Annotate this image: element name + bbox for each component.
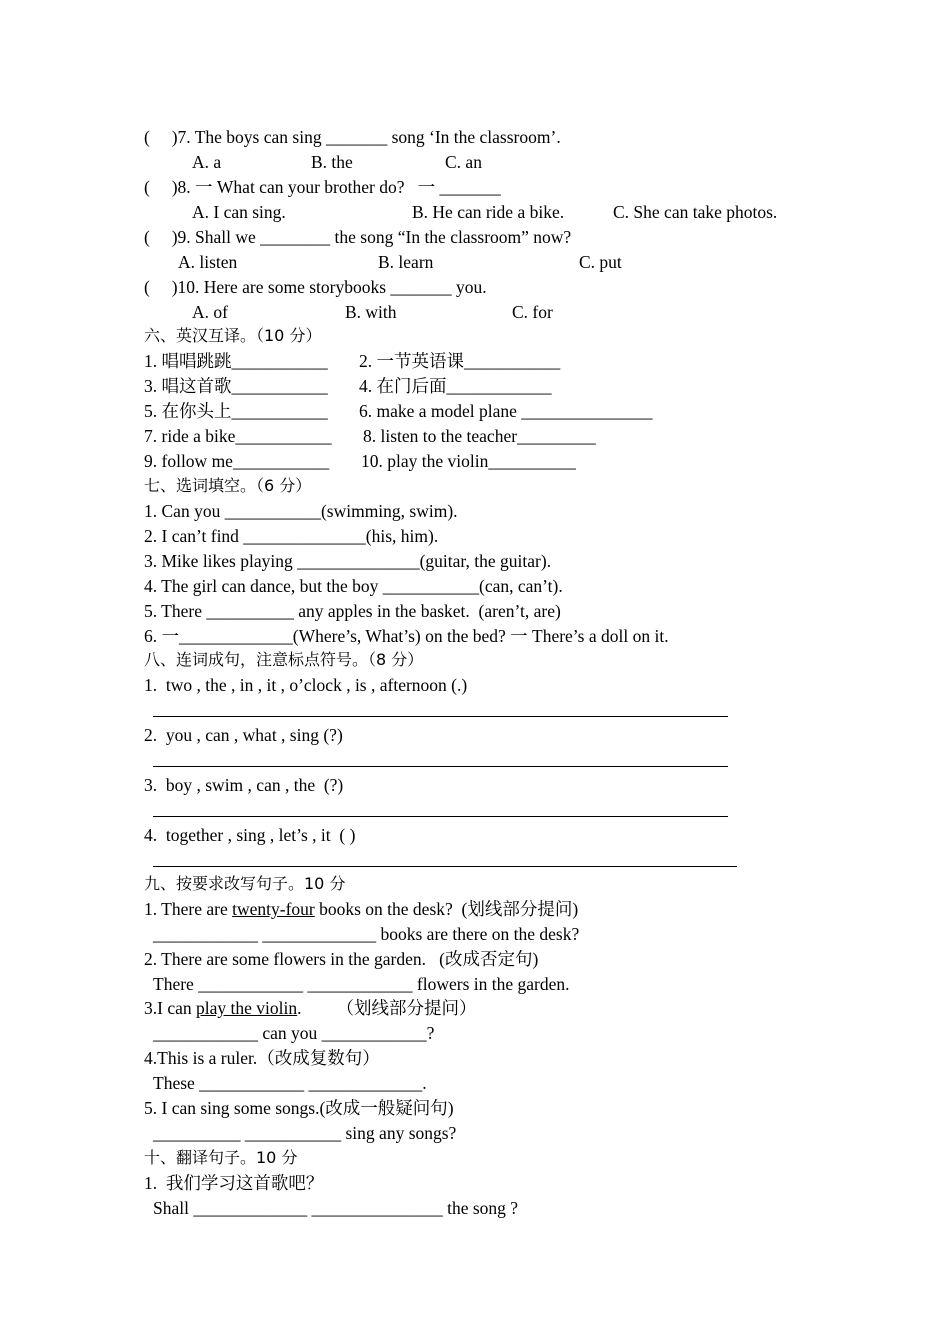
s6-item-2: 2. 一节英语课___________ <box>359 351 561 371</box>
q7-option-a: A. a <box>192 152 222 172</box>
s9-answer-1: ____________ _____________ books are there on the desk? <box>153 924 580 944</box>
s6-item-3: 3. 唱这首歌___________ <box>144 376 328 396</box>
s9-answer-3: ____________ can you ____________? <box>153 1023 435 1043</box>
s7-item-6: 6. 一_____________(Where’s, What’s) on the bed? 一 There’s a doll on it. <box>144 626 669 646</box>
s8-item-3: 3. boy , swim , can , the (?) <box>144 775 344 795</box>
s9-answer-4: These ____________ _____________. <box>153 1073 427 1093</box>
underlined-phrase: play the violin <box>196 998 298 1018</box>
s9-question-5: 5. I can sing some songs.(改成一般疑问句) <box>144 1098 454 1118</box>
s6-item-8: 8. listen to the teacher_________ <box>363 426 596 446</box>
s9-q3-text: 3.I can <box>144 998 196 1018</box>
s9-question-1 <box>144 899 578 919</box>
s9-answer-5: __________ ___________ sing any songs? <box>153 1123 457 1143</box>
section-8-heading: 八、连词成句，注意标点符号。（8 分） <box>144 650 424 669</box>
s9-question-2: 2. There are some flowers in the garden. (改成否定句) <box>144 949 539 969</box>
s10-question-1: 1. 我们学习这首歌吧？ <box>144 1173 324 1193</box>
s9-question-4: 4.This is a ruler.（改成复数句） <box>144 1048 380 1068</box>
s6-item-10: 10. play the violin__________ <box>361 451 576 471</box>
s7-item-2: 2. I can’t find ______________(his, him). <box>144 526 439 546</box>
s7-item-4: 4. The girl can dance, but the boy ___________(can, can’t). <box>144 576 563 596</box>
s7-item-1: 1. Can you ___________(swimming, swim). <box>144 501 458 521</box>
s9-q1-text: 1. There are <box>144 899 233 919</box>
s6-item-9: 9. follow me___________ <box>144 451 330 471</box>
q10-option-a: A. of <box>192 302 228 322</box>
s10-answer-1: Shall _____________ _______________ the song ? <box>153 1198 519 1218</box>
s7-item-3: 3. Mike likes playing ______________(guitar, the guitar). <box>144 551 552 571</box>
question-7: ( )7. The boys can sing _______ song ‘In the classroom’. <box>144 127 561 147</box>
s8-item-1: 1. two , the , in , it , o’clock , is , afternoon (.) <box>144 675 468 695</box>
q8-option-c: C. She can take photos. <box>613 202 778 222</box>
s6-item-6: 6. make a model plane _______________ <box>359 401 653 421</box>
answer-line <box>153 766 728 767</box>
s9-answer-2: There ____________ ____________ flowers in the garden. <box>153 974 570 994</box>
q10-option-c: C. for <box>512 302 553 322</box>
s8-item-4: 4. together , sing , let’s , it ( ) <box>144 825 356 845</box>
q7-option-b: B. the <box>311 152 353 172</box>
s6-item-5: 5. 在你头上___________ <box>144 401 328 421</box>
section-7-heading: 七、选词填空。（6 分） <box>144 476 312 495</box>
question-10: ( )10. Here are some storybooks _______ you. <box>144 277 487 297</box>
s9-q1-text: books on the desk? (划线部分提问) <box>314 899 579 919</box>
answer-line <box>153 716 728 717</box>
question-9: ( )9. Shall we ________ the song “In the classroom” now? <box>144 227 572 247</box>
s6-item-4: 4. 在门后面____________ <box>359 376 552 396</box>
q7-option-c: C. an <box>445 152 482 172</box>
q8-option-b: B. He can ride a bike. <box>412 202 565 222</box>
s6-item-1: 1. 唱唱跳跳___________ <box>144 351 328 371</box>
section-10-heading: 十、翻译句子。10 分 <box>144 1148 298 1167</box>
section-9-heading: 九、按要求改写句子。10 分 <box>144 874 346 893</box>
s7-item-5: 5. There __________ any apples in the basket. (aren’t, are) <box>144 601 561 621</box>
q9-option-c: C. put <box>579 252 622 272</box>
q10-option-b: B. with <box>345 302 397 322</box>
section-6-heading: 六、英汉互译。（10 分） <box>144 326 322 345</box>
question-8: ( )8. 一 What can your brother do? 一 _______ <box>144 177 501 197</box>
answer-line <box>153 816 728 817</box>
q9-option-b: B. learn <box>378 252 434 272</box>
s8-item-2: 2. you , can , what , sing (?) <box>144 725 343 745</box>
s9-q3-text: . （划线部分提问） <box>297 998 477 1018</box>
q8-option-a: A. I can sing. <box>192 202 286 222</box>
s6-item-7: 7. ride a bike___________ <box>144 426 332 446</box>
s9-question-3 <box>144 998 476 1018</box>
answer-line <box>153 866 737 867</box>
q9-option-a: A. listen <box>178 252 238 272</box>
underlined-phrase: twenty-four <box>232 899 315 919</box>
